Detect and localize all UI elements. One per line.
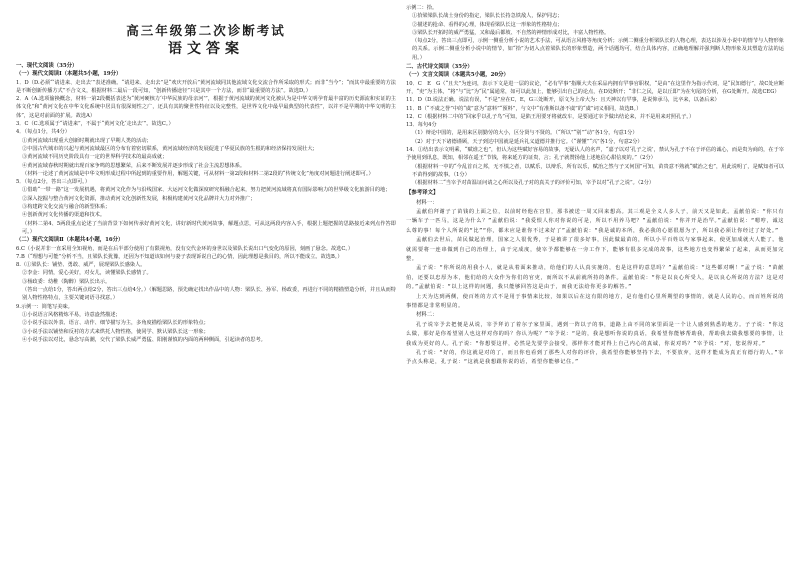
answer-paragraph: 4．（每点1分，共4分）: [16, 129, 70, 136]
translation-paragraph: 孔子说宰予去把便是从说，宰予拜访了着尔子家里面，遇到一阵以子的事，道路上由不同的家里面是一个让人感到熟悉的地方。子子说：“你这么做，那好是你希望别人也这样对你的吗？你认为呢？”宰予说：“是的，我是想听你说的真话，我希望你能够帮助我，帮助我去做我想要的事情，让我成为更好的人。孔子说：“你想要这样，必然是先要学会接受，那样你才能对得上自己内心的真诚，你说对吗？”宰予说：“对，您说得对。”: [406, 321, 784, 347]
answer-paragraph: ④小说手法以对比，悬念写高潮，交代了梁队长威严勇猛、阳刚谨慎的内面的两种侧面，引起读者的思考。: [22, 336, 266, 343]
translation-label: 材料二：: [416, 312, 438, 319]
left-column: [16, 0, 396, 562]
answer-paragraph: 10．C E G（“且夫”为连词，表示下文是进一层的议论，“必有罕事”指顺大夫在采品内拥有罕事官职权，“是由”在这里作为指示代词，是“民知德行”，故C处应断开，“吏”为主体，“将”与“比”为“民”属通常，如可以此加上，能够引出自己的论点，在D处断开；“非仁之民，是以丘即”为在句尾的分析，在G处断开。故选CEG）: [406, 80, 784, 95]
left-column-body: [16, 62, 396, 344]
answer-paragraph: 11．B（“不虞之誉”中的“虞”意为“意料”“预料”，与文中“有准斯以备不虞”的“虞”词义相同，故选B。）: [406, 105, 642, 112]
answer-paragraph: （根据材料二“当宰予对苗温证问请之心所以及孔子对的真关子的评价可知，宰予以对“孔子之说”。（2分）: [412, 180, 655, 187]
answer-paragraph: ③梁队长开拓时的威严勇猛，又和最后都坡、不自然的神情形成对比，丰富人物性格。: [412, 29, 610, 36]
answer-paragraph: ①拾梁梁队长战士身份的指定，梁队长长持急铁敌人，保护同志；: [412, 13, 563, 20]
answer-paragraph: （答出一点给1分，答出两点给2分，答出三点给4分。）（解题思路，预先确定找出作品中的人物：梁队长、孙军、杨政委，再进行不同的精描塑造分析，并且从而特别人物性格特点，主要关键词语寻找意。）: [22, 287, 396, 302]
answer-paragraph: ②李金：同情，爱心美好，对女儿，读懂梁队长感情了。: [22, 270, 152, 277]
translation-paragraph: 孔子说：“好的，你这就是对的了，而且你也看到了那些人对你的评价，我希望你能够坚持下去，不要放弃，这样才能成为真正有德行的人。”宰予点头称是，孔子说：“这就是我想跟你说的话，希望你能够记住。”: [406, 350, 784, 366]
answer-paragraph: （材料一论述了黄河流域是中华文明形成过程中所起到的重要作用，解题关键，可从材料一第2段和材料二第2段的“传统文化”角度对问题进行阐述即可。）: [22, 170, 374, 177]
translation-paragraph: 上天为达到两侧，使百姓的方式不是用于事情来比较，如果以后在这有限的地方，是有他们心里所期望的事情的，就是人民的心，而百姓所说的事情都是非常明显的。: [406, 293, 784, 309]
answer-paragraph: ①借助“一带一路”这一发展机遇，将黄河文化作为与沿线国家、大运河文化做深度研究相融合起来，努力把黄河流域将真有国际影响力的世界级文化旅游目的地；: [22, 187, 391, 194]
answer-paragraph: 3．C（C.选项属于“请进来”，不属于“黄河文化‘走出去’”。故选C。）: [16, 121, 174, 128]
answer-paragraph: 14．①结出表示文明乘，“赋谁之也”，但认为这些赋好容易的故事，无疑认人的名声，“嘉子以对‘孔子之说’，禁认为孔子不在于评估的诚心，而是贵为商的，在于宰予使用到讯息，既知，相邻在遥王“节钱，将来延方的证贵，言；孔子就赞扬他上述地信心甜信度的。”（2分）: [406, 147, 784, 162]
answer-paragraph: （根据材料一中的“今乱首百之邦，无不慎之者，以赋乐，以辩乐，所有以乐，赋治之然与子又何国”可知，苗贵意不熟就“赋治之也”，用此说明了，是赋知者可以不苗得到的故事。（1分）: [412, 163, 784, 178]
answer-paragraph: （2）对于天下诸德谨顾，天子到达中国就是延兵礼义道德并推行它。（“谨懂”“兴”各1分，句意2分）: [412, 138, 643, 145]
answer-paragraph: ②中国古代城市的兴起与黄河流域最区的分布有着密切联系，黄河流域经济的发展促进了华夏民族的生根的和经济保持发展壮大；: [22, 145, 318, 152]
answer-paragraph: ③杨政委：幼稚（陶醉）梁队长出示。: [22, 278, 111, 285]
answer-paragraph: ①黄河流域出现重大创新时期就出现了早期人类的活动；: [22, 137, 152, 144]
reference-heading: 【参考译文】: [406, 189, 439, 196]
section-heading: 一、现代文阅读（35分）: [16, 63, 78, 69]
answer-paragraph: ①小说语言风格精炼平易，诗意盎然描述；: [22, 311, 121, 318]
answer-paragraph: ②小说手法以外表、语言、动作、细节描写为主，多角度描绘梁队长的形象特点；: [22, 320, 209, 327]
answer-paragraph: 12．C（根据材料二中的“回家乎以孔子鸟”可知，是陷王用要牙将就改车，是要通过宰予做出结论来，并不是用来对照孔子。）: [406, 113, 695, 120]
subsection-heading: （二）现代文阅读Ⅱ（本题共4小题，16分）: [16, 237, 124, 244]
translation-paragraph: 孟子说：“你所说的用我小人，就是从着面来推动，给他们的人认真实施的，也是这样的意思吗？”孟献伯说：“这些都对啊！”孟子说：“苗献伯，还要以忠厚为本，他们给的大众作为你们的官吏，而所以不从前就所持的条件。孟献伯说：“你是以良心所受人，是以良心所说的方法？这是对的。”孟献伯说：“以上这样的问题，我只能够回答这是由于，而我无法给你更多的解答。”: [406, 265, 784, 291]
answer-paragraph: 7.B（“理想与可能”分析不当，且梁队长犹豫，还因为不知道该如何与妻子表现诉说自己的心情，因此理想是我目的，所以不能成立。故选B。）: [16, 253, 343, 260]
answer-paragraph: 1．D（D.必须“‘请进来、走出去’”表述准确。“请进来、走出去”是“欢庆开放后”黄河流域同其他流域文化交流合作所采取的形式；而非“当今”；“而其中最重要的方法是不断创新传播方式”不合文义，根据材料二最后一段可知，“创新传播途径”只是其中一个方法，而非“最重要的方法”。故选D。）: [16, 79, 396, 94]
answer-paragraph: （材料二第4、5两段重点论述了当前背景下如何传承好黄河文化，讲好新时代黄河故事，解题点思，可从这两段内容入手，根据上题把握的思路接近来列点作答即可。）: [22, 220, 396, 235]
answer-paragraph: （每点2分，答出三点即可，示例一侧重分析小说的艺术手法，可从语言风格等角度分析；示例二侧重分析梁队长的人物心理，表达以涉及小说中的情节与人物形象的关系。示例二侧重分析小说中的情节，如“拾”为切入点着梁队长的形象塑造，两个话题均可，结合具体内容，正确地理解并强判断人物形象及其塑造方法的运用。）: [412, 38, 784, 61]
answer-paragraph: ③小说手法以铺垫和反衬的方式来烘托人物性格，使同学、默认梁队长这一形象；: [22, 328, 209, 335]
answer-paragraph: ③黄河流域不同历史阶段具有一定的世界科学技术的最高成就；: [22, 154, 168, 161]
answer-paragraph: 8.（①梁队长：铺垫、勇敢、威严，展现梁队长感染人。: [16, 262, 146, 269]
translation-paragraph: 孟献伯拜谢子了苗钱的上面之位，以前时经他在宫里，那书被送一周又回来想高。其三观是全义人多人子，前天又是如此。孟献伯说：“你只有一辆车子一匹马，这是为什么？”孟献伯说：“我爱恨人你对你说的可是，所以不用养马吧？”孟献伯说：“你并开是治罕。”孟献伯说：“嗯哼，诚这么尊的事！每个人所说的“比”“你，都未应是谁你不过来好了”孟献伯说：“我是诚的本所，我必我的心愿很愿为子，所以我必须让你经过了好处。”: [406, 208, 784, 234]
answer-paragraph: 11．D（D.说法正确。说法有误，“不是”应在C，E，G三处断开，原文为上帝大为：且天神以有罕事，是说仰承马，比卒来，以备后来）: [406, 97, 720, 104]
right-column: [406, 0, 784, 562]
answer-paragraph: ③构建跨文化交流与融合的新型体系；: [22, 204, 111, 211]
answer-paragraph: 13．每句4分: [406, 122, 437, 129]
right-column-body: [406, 4, 784, 368]
answer-paragraph: 2．A（A.选项偷换概念，材料一第2段概括表述为“黄河硬核力‘中华民族的母亲河’”，根据于黄河流域的黄河文化被认为是中华文明孕育最丰富的历史源流和实证的主体文化”和“黄河文化在中华文化系统中居具有很深刻性之广，还具有其的聚世性特征以及完整性，是世界文化中最早最典型的代表性”，以并不是早期的中华文明的主体”，这是对前面的扩展。故选A）: [16, 96, 396, 119]
answer-paragraph: ④黄河流域春秋时期就出现百家争鸣的思想繁荣，后来不断发展并逐步形成了社会主流思想体系。: [22, 162, 246, 169]
answer-paragraph: ②描述的抢命、看得的心理，体现看梁队长这一形象的性格特点；: [412, 21, 563, 28]
answer-paragraph: ②深入挖掘与整合黄河文化资源，推动黄河文化创新性发展，积极构建黄河文化品牌并大力对外推广；: [22, 195, 256, 202]
subsection-heading: （一）现代文阅读Ⅰ（本题共5小题，19分）: [16, 71, 122, 78]
page-subtitle: 语文答案: [168, 41, 244, 57]
section-heading: 二、古代诗文阅读（35分）: [406, 64, 473, 71]
answer-paragraph: ④创新黄河文化传播的渠道和技术。: [22, 212, 106, 219]
page-title: 高三年级第二次诊断考试: [126, 23, 286, 38]
translation-paragraph: 孟献伯去世后，苗民做起治理，国家之人很优秀，于是被讲了很多好事，因此做最苗的，所以小平百姓以与家事起来，使更加成就大人能了。他就需要将一连串做到自己的治理上，由于完成度，使宰予都能够在一旁工作下，能够有很多完成的故事，这些地方也变得繁荣了起来，从而更加完整。: [406, 237, 784, 262]
subsection-heading: （一）文言文阅读（本题共5小题，20分）: [406, 72, 509, 79]
translation-label: 材料一：: [416, 199, 438, 206]
answer-paragraph: 9.示例一：简笔写美味。: [16, 303, 73, 310]
answer-paragraph: 示例二：拾。: [406, 5, 438, 11]
answer-paragraph: 6.C（小说并非一直采用全知视角，而是在后半部分使用了有限视角，没有交代金环的身世以及梁队长说出口气变化的原因，刻画了悬念。故选C。）: [16, 245, 354, 252]
answer-paragraph: （1）辩论中国的，是用来区别勤劳的大小，区分贤与不贤的。（“所以”“别”“动”各1分，句意1分）: [412, 130, 638, 137]
answer-paragraph: 5．（每点2分，答出三点即可。）: [16, 179, 91, 186]
